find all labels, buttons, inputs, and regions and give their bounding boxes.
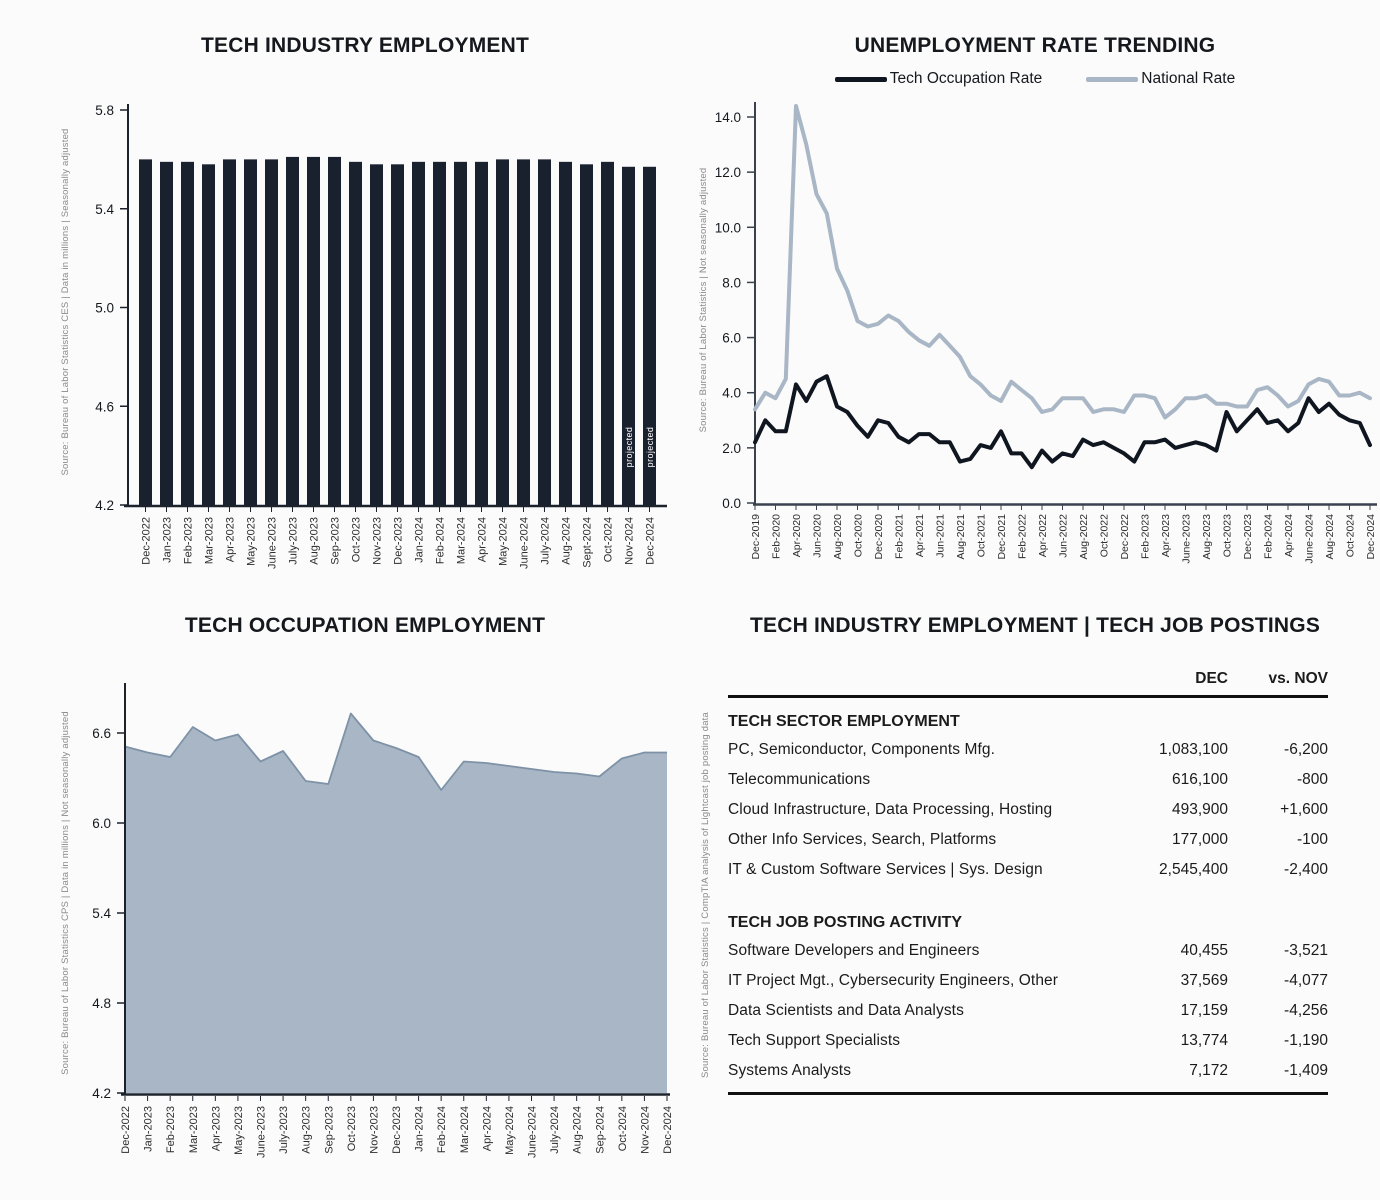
row-dec-value: 616,100	[1171, 771, 1228, 788]
national-rate-line	[755, 106, 1370, 418]
axes	[753, 102, 1377, 505]
row-label: Tech Support Specialists	[728, 1032, 901, 1049]
svg-text:Jun-2021: Jun-2021	[934, 514, 947, 558]
svg-text:Mar-2024: Mar-2024	[458, 1106, 471, 1154]
row-vs-nov-value: -4,256	[1284, 1002, 1328, 1019]
svg-text:Aug-2020: Aug-2020	[832, 514, 844, 560]
table-header-vs-nov: vs. NOV	[1268, 670, 1328, 687]
svg-text:Nov-2023: Nov-2023	[368, 1106, 381, 1154]
row-vs-nov-value: -100	[1296, 831, 1328, 848]
tech-industry-employment-chart	[40, 10, 690, 600]
row-label: Data Scientists and Data Analysts	[728, 1002, 964, 1019]
svg-text:July-2024: July-2024	[539, 517, 552, 565]
row-label: Cloud Infrastructure, Data Processing, Hosting	[728, 801, 1053, 818]
y-axis-ticks	[95, 103, 128, 513]
row-dec-value: 2,545,400	[1159, 861, 1228, 878]
row-dec-value: 17,159	[1180, 1002, 1228, 1019]
projected-bar-label: projected	[624, 426, 634, 468]
bar	[370, 164, 383, 505]
svg-text:5.4: 5.4	[95, 201, 114, 217]
unemployment-rate-trending-title: UNEMPLOYMENT RATE TRENDING	[854, 34, 1216, 57]
svg-text:Sept-2024: Sept-2024	[581, 517, 594, 568]
bar	[580, 164, 593, 505]
row-vs-nov-value: -1,190	[1284, 1032, 1328, 1049]
bar	[244, 159, 257, 505]
svg-text:Oct-2022: Oct-2022	[1098, 514, 1111, 558]
bar	[496, 159, 509, 505]
svg-text:Mar-2023: Mar-2023	[203, 517, 216, 565]
svg-text:Feb-2020: Feb-2020	[770, 514, 783, 559]
svg-text:Oct-2023: Oct-2023	[1221, 514, 1234, 558]
svg-text:14.0: 14.0	[714, 110, 741, 125]
svg-text:May-2023: May-2023	[232, 1106, 245, 1155]
panel-tech-occupation-employment	[40, 600, 690, 1200]
svg-text:Dec-2023: Dec-2023	[391, 1106, 403, 1154]
bar	[517, 159, 530, 505]
svg-text:Dec-2023: Dec-2023	[1242, 514, 1254, 560]
svg-text:12.0: 12.0	[714, 165, 741, 181]
svg-text:Sep-2024: Sep-2024	[594, 1106, 607, 1154]
table-row	[728, 855, 1328, 885]
svg-text:Feb-2021: Feb-2021	[893, 514, 906, 559]
bars	[139, 157, 656, 505]
svg-text:Dec-2024: Dec-2024	[1365, 514, 1377, 560]
bar	[601, 162, 614, 505]
svg-text:8.0: 8.0	[722, 275, 741, 291]
panel-unemployment-rate-trending	[690, 10, 1380, 600]
svg-text:July-2024: July-2024	[549, 1106, 562, 1154]
svg-text:Oct-2021: Oct-2021	[975, 514, 988, 558]
table-bottom-rule	[728, 1092, 1328, 1095]
bar	[391, 164, 404, 505]
svg-text:Dec-2024: Dec-2024	[662, 1106, 674, 1154]
bar	[223, 159, 236, 505]
svg-text:May-2024: May-2024	[497, 517, 510, 566]
section-gap	[728, 885, 1328, 899]
unemployment-rate-trending-chart	[690, 10, 1380, 600]
svg-text:Feb-2024: Feb-2024	[436, 1106, 449, 1154]
table-row	[728, 765, 1328, 795]
table-header-row	[728, 670, 1328, 698]
row-vs-nov-value: -3,521	[1284, 942, 1328, 959]
svg-text:July-2023: July-2023	[278, 1106, 291, 1154]
svg-text:Jan-2023: Jan-2023	[142, 1106, 155, 1152]
svg-text:Dec-2020: Dec-2020	[873, 514, 885, 560]
svg-text:Apr-2022: Apr-2022	[1037, 514, 1049, 558]
x-axis-labels	[120, 1096, 674, 1158]
svg-text:6.0: 6.0	[92, 816, 111, 831]
projected-bar-label: projected	[645, 426, 655, 468]
legend-label: Tech Occupation Rate	[889, 70, 1043, 87]
svg-text:Apr-2024: Apr-2024	[476, 517, 489, 563]
svg-text:Aug-2023: Aug-2023	[1201, 514, 1213, 560]
row-vs-nov-value: -2,400	[1284, 861, 1328, 878]
row-dec-value: 13,774	[1180, 1032, 1228, 1049]
bar	[328, 157, 341, 505]
svg-text:June-2023: June-2023	[266, 517, 279, 569]
svg-text:Feb-2022: Feb-2022	[1016, 514, 1029, 559]
panel-tech-industry-employment	[40, 10, 690, 600]
svg-text:Nov-2023: Nov-2023	[371, 517, 384, 565]
svg-text:Dec-2022: Dec-2022	[140, 517, 153, 565]
bar	[160, 162, 173, 505]
svg-text:June-2024: June-2024	[518, 517, 531, 569]
table-body	[728, 698, 1328, 1086]
bar	[181, 162, 194, 505]
tech-job-postings-table	[728, 670, 1328, 1095]
row-dec-value: 177,000	[1171, 831, 1228, 848]
bar	[202, 164, 215, 505]
svg-text:4.8: 4.8	[92, 996, 111, 1011]
svg-text:Jan-2024: Jan-2024	[413, 1106, 426, 1152]
svg-text:5.8: 5.8	[95, 103, 114, 118]
row-label: Telecommunications	[728, 771, 871, 788]
table-row	[728, 966, 1328, 996]
legend-label: National Rate	[1141, 70, 1236, 87]
bar	[307, 157, 320, 505]
svg-text:Apr-2020: Apr-2020	[791, 514, 803, 558]
svg-text:Apr-2023: Apr-2023	[224, 517, 237, 563]
svg-text:Apr-2021: Apr-2021	[914, 514, 926, 558]
bar	[559, 162, 572, 505]
row-label: Systems Analysts	[728, 1062, 852, 1079]
svg-text:Oct-2024: Oct-2024	[616, 1106, 629, 1152]
svg-text:Aug-2023: Aug-2023	[308, 517, 321, 565]
svg-text:5.4: 5.4	[92, 906, 111, 921]
svg-text:Aug-2022: Aug-2022	[1078, 514, 1090, 560]
table-row	[728, 795, 1328, 825]
source-caption-unemployment: Source: Bureau of Labor Statistics | Not seasonally adjusted	[698, 167, 709, 433]
table-section-header: TECH JOB POSTING ACTIVITY	[728, 914, 963, 931]
svg-text:Sep-2023: Sep-2023	[323, 1106, 336, 1154]
svg-text:Aug-2024: Aug-2024	[560, 517, 573, 565]
bar	[139, 159, 152, 505]
svg-text:Jan-2023: Jan-2023	[161, 517, 174, 563]
table-row	[728, 936, 1328, 966]
row-vs-nov-value: -4,077	[1284, 972, 1328, 989]
svg-text:Mar-2023: Mar-2023	[187, 1106, 200, 1154]
row-label: IT & Custom Software Services | Sys. Design	[728, 861, 1043, 878]
table-row	[728, 825, 1328, 855]
x-axis-labels	[141, 507, 657, 569]
svg-text:May-2023: May-2023	[245, 517, 258, 566]
bar	[475, 162, 488, 505]
source-caption-tech-industry: Source: Bureau of Labor Statistics CES | Data in millions | Seasonally adjusted	[60, 128, 71, 476]
svg-text:Dec-2021: Dec-2021	[996, 514, 1008, 560]
table-section-header: TECH SECTOR EMPLOYMENT	[728, 713, 960, 730]
svg-text:Oct-2024: Oct-2024	[1344, 514, 1357, 558]
bar	[538, 159, 551, 505]
svg-text:Dec-2024: Dec-2024	[644, 517, 657, 565]
tech-industry-employment-title: TECH INDUSTRY EMPLOYMENT	[201, 34, 529, 57]
bar	[265, 159, 278, 505]
svg-text:June-2023: June-2023	[255, 1106, 268, 1158]
svg-text:Aug-2024: Aug-2024	[571, 1106, 584, 1154]
svg-text:4.6: 4.6	[95, 399, 114, 415]
tech-occupation-employment-chart	[40, 600, 690, 1200]
svg-text:Feb-2023: Feb-2023	[182, 517, 195, 565]
svg-text:0.0: 0.0	[722, 496, 741, 511]
svg-text:5.0: 5.0	[95, 300, 114, 316]
tech-occupation-rate-line	[755, 376, 1370, 467]
svg-text:Nov-2024: Nov-2024	[639, 1106, 652, 1154]
svg-text:June-2024: June-2024	[526, 1106, 539, 1158]
row-dec-value: 37,569	[1180, 972, 1228, 989]
row-vs-nov-value: -6,200	[1284, 741, 1328, 758]
source-caption-tech-occupation: Source: Bureau of Labor Statistics CPS | Data in millions | Not seasonally adjusted	[60, 711, 71, 1075]
svg-text:Apr-2023: Apr-2023	[210, 1106, 223, 1152]
svg-text:June-2024: June-2024	[1303, 514, 1316, 564]
svg-text:Oct-2023: Oct-2023	[345, 1106, 358, 1152]
svg-text:Apr-2024: Apr-2024	[1283, 514, 1295, 558]
svg-text:6.0: 6.0	[722, 330, 741, 346]
bar	[286, 157, 299, 505]
svg-text:June-2023: June-2023	[1180, 514, 1193, 564]
svg-text:Dec-2022: Dec-2022	[1119, 514, 1131, 560]
svg-text:Oct-2024: Oct-2024	[602, 517, 615, 563]
row-label: Software Developers and Engineers	[728, 942, 980, 959]
svg-text:4.0: 4.0	[722, 385, 741, 401]
svg-text:Mar-2024: Mar-2024	[455, 517, 468, 565]
row-dec-value: 1,083,100	[1159, 741, 1228, 758]
table-row	[728, 735, 1328, 765]
svg-text:Feb-2023: Feb-2023	[165, 1106, 178, 1154]
svg-text:Aug-2023: Aug-2023	[300, 1106, 313, 1154]
svg-text:Feb-2024: Feb-2024	[434, 517, 447, 565]
bar	[349, 162, 362, 505]
row-label: PC, Semiconductor, Components Mfg.	[728, 741, 996, 758]
bar	[412, 162, 425, 505]
x-axis-labels	[750, 505, 1377, 564]
svg-text:Dec-2019: Dec-2019	[750, 514, 762, 560]
svg-text:4.2: 4.2	[92, 1086, 111, 1101]
bar	[433, 162, 446, 505]
svg-text:6.6: 6.6	[92, 726, 111, 741]
svg-text:Jun-2022: Jun-2022	[1057, 514, 1070, 558]
tech-job-postings-title: TECH INDUSTRY EMPLOYMENT | TECH JOB POSTINGS	[749, 614, 1321, 637]
panel-tech-job-postings-table	[690, 600, 1380, 1200]
svg-text:July-2023: July-2023	[287, 517, 300, 565]
svg-text:Aug-2024: Aug-2024	[1324, 514, 1336, 560]
table-row	[728, 1056, 1328, 1086]
svg-text:Jun-2020: Jun-2020	[811, 514, 824, 558]
tech-occupation-employment-title: TECH OCCUPATION EMPLOYMENT	[184, 614, 546, 637]
row-dec-value: 493,900	[1171, 801, 1228, 818]
bar	[454, 162, 467, 505]
table-row	[728, 1026, 1328, 1056]
svg-text:Apr-2024: Apr-2024	[481, 1106, 494, 1152]
svg-text:2.0: 2.0	[722, 440, 741, 456]
svg-text:Oct-2023: Oct-2023	[350, 517, 363, 563]
table-header-dec: DEC	[1195, 670, 1228, 687]
area-fill	[125, 714, 667, 1094]
svg-text:4.2: 4.2	[95, 498, 114, 513]
svg-text:May-2024: May-2024	[503, 1106, 516, 1155]
svg-text:Sep-2023: Sep-2023	[329, 517, 342, 565]
row-label: IT Project Mgt., Cybersecurity Engineers, Other	[728, 972, 1059, 989]
svg-text:Feb-2023: Feb-2023	[1139, 514, 1152, 559]
row-dec-value: 7,172	[1189, 1062, 1228, 1079]
svg-text:Apr-2023: Apr-2023	[1160, 514, 1172, 558]
y-axis-ticks	[715, 110, 755, 511]
y-axis-ticks	[92, 726, 125, 1101]
svg-text:10.0: 10.0	[714, 220, 741, 236]
svg-text:Feb-2024: Feb-2024	[1262, 514, 1275, 559]
svg-text:Oct-2020: Oct-2020	[852, 514, 865, 558]
svg-text:Aug-2021: Aug-2021	[955, 514, 967, 560]
table-row	[728, 996, 1328, 1026]
svg-text:Dec-2022: Dec-2022	[120, 1106, 132, 1154]
row-dec-value: 40,455	[1180, 942, 1228, 959]
svg-text:Dec-2023: Dec-2023	[392, 517, 405, 565]
svg-text:Jan-2024: Jan-2024	[413, 517, 426, 563]
row-vs-nov-value: -1,409	[1284, 1062, 1328, 1079]
svg-text:Nov-2024: Nov-2024	[623, 517, 636, 565]
row-vs-nov-value: +1,600	[1280, 801, 1328, 818]
source-caption-table: Source: Bureau of Labor Statistics | CompTIA analysis of Lightcast job posting data	[700, 711, 711, 1079]
row-vs-nov-value: -800	[1296, 771, 1328, 788]
row-label: Other Info Services, Search, Platforms	[728, 831, 997, 848]
